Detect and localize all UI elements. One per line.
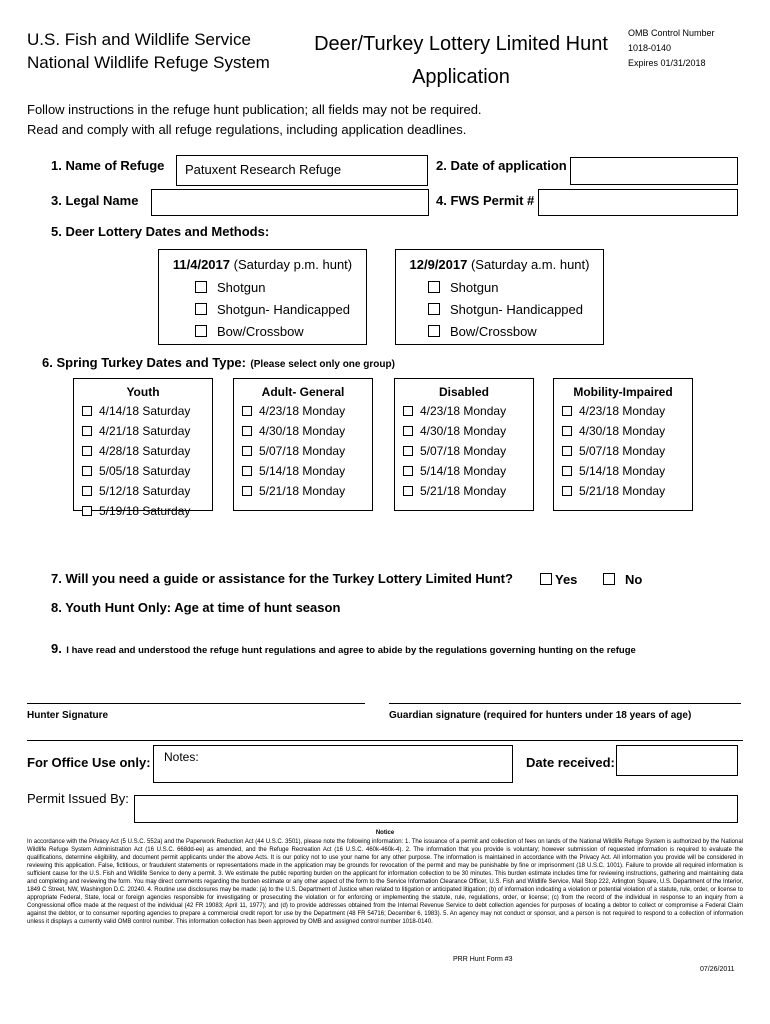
notice-body: In accordance with the Privacy Act (5 U.S.C. 552a) and the Paperwork Reduction Act (44 U.S.C. 3501), please note the following information: 1. The issuance of a permit and collection of fees on lands of the National Wildlife Refuge System is authorized by the National Wildlife Refuge System Administration Act (16 U.S.C. 668dd-ee) as amended, and the Refuge Recreation Act (16 U.S.C. 460k-460k-4). 2. The information that you provide is voluntary; however submission of requested information is required to evaluate the qualifications, determine eligibility, and document permit applicants under the above Acts. It is our policy not to use your name for any other purpose. The information is maintained in accordance with the Privacy Act. All information you provide will be considered in reviewing this application. False, fictitious, or fraudulent statements or representations made in the application may be grounds for revocation of the permit and may be punishable by fine or imprisonment (18 U.S.C. 1001). Failure to provide all required information is sufficient cause for the U.S. Fish and Wildlife Service to deny a permit. 3. We estimate the public reporting burden on the applicant for information collection to be 30 minutes. This burden estimate includes time for reviewing instructions, gathering and maintaining data and completing and reviewing the form. You may direct comments regarding the burden estimate or any other aspect of the form to the Service Information Clearance Officer, U.S. Fish and Wildlife Service, Mail Stop 222, Arlington Square, U.S. Department of the Interior, 1849 C Street, NW, Washington D.C. 20240. 4. Routine use disclosures may be made: (a) to the U.S. Department of Justice when related to litigation or anticipated litigation; (b) of information indicating a violation or potential violation of a statute, rule, order, or license to appropriate Federal, State, local or foreign agencies responsible for investigating or prosecuting the violation or for enforcing or implementing the statute, rule, regulations, order, or license; (c) from the record of the individual in response to an inquiry from a Congressional office made at the request of the individual (42 FR 19083; April 11, 1977); and (d) to provide addresses obtained from the Internal Revenue Service to debt collection agencies for purposes of locating a debtor to collect or compromise a Federal Claim against the debtor, or to consumer reporting agencies to prepare a commercial credit report for use by the Department (48 FR 54716; December 6, 1983). 5. An agency may not conduct or sponsor, and a person is not required to respond to a collection of information unless it displays a currently valid OMB control number. This information collection has been approved by OMB and assigned control number 1018-0140. (27, 839, 743, 925)
turkey-date-option[interactable] (74, 421, 212, 441)
notice-title: Notice (375, 830, 395, 836)
omb-label: OMB Control Number (628, 28, 715, 38)
omb-block (628, 26, 715, 71)
fws-permit-label: 4. FWS Permit # (436, 193, 535, 208)
turkey-group-name: Adult- General (261, 385, 345, 399)
turkey-group-name: Youth (126, 385, 160, 399)
checkbox[interactable] (403, 446, 413, 456)
checkbox[interactable] (403, 466, 413, 476)
deer-date-note: (Saturday p.m. hunt) (230, 257, 353, 272)
hunter-signature-line[interactable] (27, 703, 365, 704)
turkey-date-option[interactable] (74, 501, 212, 521)
agency-name: U.S. Fish and Wildlife Service (27, 30, 251, 49)
turkey-date-option[interactable] (74, 461, 212, 481)
checkbox[interactable] (540, 573, 552, 585)
turkey-date-label: 5/21/18 Monday (259, 484, 346, 498)
turkey-date-option[interactable] (234, 401, 372, 421)
turkey-date-option[interactable] (74, 481, 212, 501)
turkey-date-option[interactable] (554, 481, 692, 501)
turkey-group-adult-general (233, 378, 373, 511)
date-of-application-label: 2. Date of application (436, 158, 567, 173)
deer-option-label: Shotgun- Handicapped (217, 301, 350, 317)
question-youth-age: 8. Youth Hunt Only: Age at time of hunt season (51, 600, 341, 615)
omb-expires: Expires 01/31/2018 (628, 58, 706, 68)
checkbox[interactable] (242, 426, 252, 436)
deer-date-heading (396, 257, 603, 272)
turkey-heading: 6. Spring Turkey Dates and Type: (42, 355, 246, 370)
turkey-date-option[interactable] (234, 481, 372, 501)
turkey-group-disabled (394, 378, 534, 511)
refuge-name-field[interactable]: Patuxent Research Refuge (176, 155, 428, 186)
checkbox[interactable] (195, 303, 207, 315)
agency-system: National Wildlife Refuge System (27, 53, 270, 72)
turkey-group-name: Disabled (438, 385, 489, 399)
turkey-date-option[interactable] (554, 441, 692, 461)
turkey-date-label: 4/21/18 Saturday (99, 424, 191, 438)
agency-block (27, 28, 270, 74)
question-guide: 7. Will you need a guide or assistance for the Turkey Lottery Limited Hunt? (51, 571, 513, 586)
checkbox[interactable] (428, 281, 440, 293)
turkey-date-label: 4/23/18 Monday (579, 404, 666, 418)
turkey-date-option[interactable] (395, 461, 533, 481)
deer-option[interactable] (428, 298, 603, 320)
deer-option-label: Bow/Crossbow (217, 323, 304, 339)
turkey-date-label: 5/07/18 Monday (579, 444, 666, 458)
checkbox[interactable] (403, 426, 413, 436)
checkbox[interactable] (82, 466, 92, 476)
checkbox[interactable] (603, 573, 615, 585)
checkbox[interactable] (562, 406, 572, 416)
deer-option[interactable] (428, 276, 603, 298)
form-date: 07/26/2011 (700, 966, 735, 973)
deer-date-heading (159, 257, 366, 272)
office-use-label: For Office Use only: (27, 755, 151, 770)
turkey-date-label: 4/23/18 Monday (420, 404, 507, 418)
checkbox[interactable] (82, 446, 92, 456)
deer-date-box (395, 249, 604, 345)
turkey-date-label: 5/14/18 Monday (420, 464, 507, 478)
date-received-label: Date received: (526, 755, 615, 770)
checkbox[interactable] (403, 486, 413, 496)
turkey-date-label: 5/14/18 Monday (259, 464, 346, 478)
turkey-date-label: 4/14/18 Saturday (99, 404, 191, 418)
office-notes-field[interactable] (153, 745, 513, 783)
office-divider (27, 740, 743, 741)
checkbox[interactable] (562, 446, 572, 456)
permit-issued-label: Permit Issued By: (27, 791, 129, 806)
question-acknowledge-number: 9. (51, 641, 62, 656)
turkey-date-label: 5/07/18 Monday (420, 444, 507, 458)
deer-option[interactable] (195, 320, 366, 342)
deer-section-heading: 5. Deer Lottery Dates and Methods: (51, 224, 270, 239)
checkbox[interactable] (82, 426, 92, 436)
guardian-signature-line[interactable] (389, 703, 741, 704)
turkey-date-label: 5/19/18 Saturday (99, 504, 191, 518)
form-id: PRR Hunt Form #3 (453, 956, 513, 963)
turkey-group-mobility-impaired (553, 378, 693, 511)
legal-name-field[interactable] (151, 189, 429, 216)
office-notes-label: Notes: (164, 750, 199, 764)
turkey-date-option[interactable] (554, 421, 692, 441)
checkbox[interactable] (428, 303, 440, 315)
turkey-group-youth (73, 378, 213, 518)
checkbox[interactable] (195, 325, 207, 337)
checkbox[interactable] (82, 506, 92, 516)
permit-issued-field[interactable] (134, 795, 738, 823)
checkbox[interactable] (242, 446, 252, 456)
turkey-section-heading (42, 354, 395, 372)
turkey-date-option[interactable] (234, 441, 372, 461)
fws-permit-field[interactable] (538, 189, 738, 216)
turkey-date-option[interactable] (74, 401, 212, 421)
guardian-signature-label: Guardian signature (required for hunters under 18 years of age) (389, 710, 692, 721)
turkey-date-option[interactable] (395, 481, 533, 501)
checkbox[interactable] (562, 466, 572, 476)
form-title-line1: Deer/Turkey Lottery Limited Hunt (314, 33, 608, 55)
instructions (27, 100, 482, 140)
deer-option-label: Bow/Crossbow (450, 323, 537, 339)
turkey-date-label: 5/12/18 Saturday (99, 484, 191, 498)
deer-option-label: Shotgun (450, 279, 499, 295)
turkey-date-label: 5/21/18 Monday (420, 484, 507, 498)
checkbox[interactable] (428, 325, 440, 337)
checkbox[interactable] (242, 486, 252, 496)
turkey-date-option[interactable] (554, 461, 692, 481)
guide-yes-label: Yes (555, 571, 578, 587)
checkbox[interactable] (82, 486, 92, 496)
turkey-date-option[interactable] (395, 421, 533, 441)
turkey-date-label: 4/30/18 Monday (259, 424, 346, 438)
form-title (300, 28, 622, 94)
turkey-date-option[interactable] (74, 441, 212, 461)
turkey-group-name: Mobility-Impaired (573, 385, 673, 399)
deer-date-note: (Saturday a.m. hunt) (467, 257, 590, 272)
turkey-date-label: 4/30/18 Monday (579, 424, 666, 438)
deer-option-label: Shotgun (217, 279, 266, 295)
question-acknowledge (51, 640, 636, 658)
refuge-name-label: 1. Name of Refuge (51, 158, 165, 173)
deer-date: 12/9/2017 (409, 257, 468, 272)
turkey-date-label: 4/23/18 Monday (259, 404, 346, 418)
legal-name-label: 3. Legal Name (51, 193, 139, 208)
checkbox[interactable] (403, 406, 413, 416)
turkey-date-option[interactable] (234, 461, 372, 481)
deer-option-label: Shotgun- Handicapped (450, 301, 583, 317)
turkey-subheading: (Please select only one group) (250, 359, 395, 370)
checkbox[interactable] (195, 281, 207, 293)
deer-option[interactable] (195, 276, 366, 298)
guide-no-label: No (625, 571, 643, 587)
omb-number: 1018-0140 (628, 43, 672, 53)
deer-option[interactable] (428, 320, 603, 342)
checkbox[interactable] (242, 466, 252, 476)
turkey-date-option[interactable] (234, 421, 372, 441)
guide-yes-option[interactable] (540, 568, 577, 590)
instructions-line2: Read and comply with all refuge regulations, including application deadlines. (27, 122, 467, 137)
privacy-notice (27, 829, 743, 926)
turkey-date-label: 5/05/18 Saturday (99, 464, 191, 478)
date-received-field[interactable] (616, 745, 738, 776)
deer-option[interactable] (195, 298, 366, 320)
form-title-line2: Application (412, 66, 510, 88)
date-of-application-field[interactable] (570, 157, 738, 185)
checkbox[interactable] (562, 486, 572, 496)
question-acknowledge-text: I have read and understood the refuge hunt regulations and agree to abide by the regulations governing hunting on the refuge (66, 645, 636, 656)
turkey-date-option[interactable] (395, 441, 533, 461)
hunter-signature-label: Hunter Signature (27, 710, 109, 721)
deer-date-box (158, 249, 367, 345)
checkbox[interactable] (562, 426, 572, 436)
turkey-date-option[interactable] (554, 401, 692, 421)
turkey-date-label: 5/14/18 Monday (579, 464, 666, 478)
turkey-date-option[interactable] (395, 401, 533, 421)
turkey-date-label: 4/28/18 Saturday (99, 444, 191, 458)
deer-date: 11/4/2017 (172, 257, 230, 272)
turkey-date-label: 5/21/18 Monday (579, 484, 666, 498)
checkbox[interactable] (82, 406, 92, 416)
checkbox[interactable] (242, 406, 252, 416)
instructions-line1: Follow instructions in the refuge hunt publication; all fields may not be required. (27, 102, 482, 117)
turkey-date-label: 5/07/18 Monday (259, 444, 346, 458)
guide-no-option[interactable] (603, 568, 642, 590)
turkey-date-label: 4/30/18 Monday (420, 424, 507, 438)
